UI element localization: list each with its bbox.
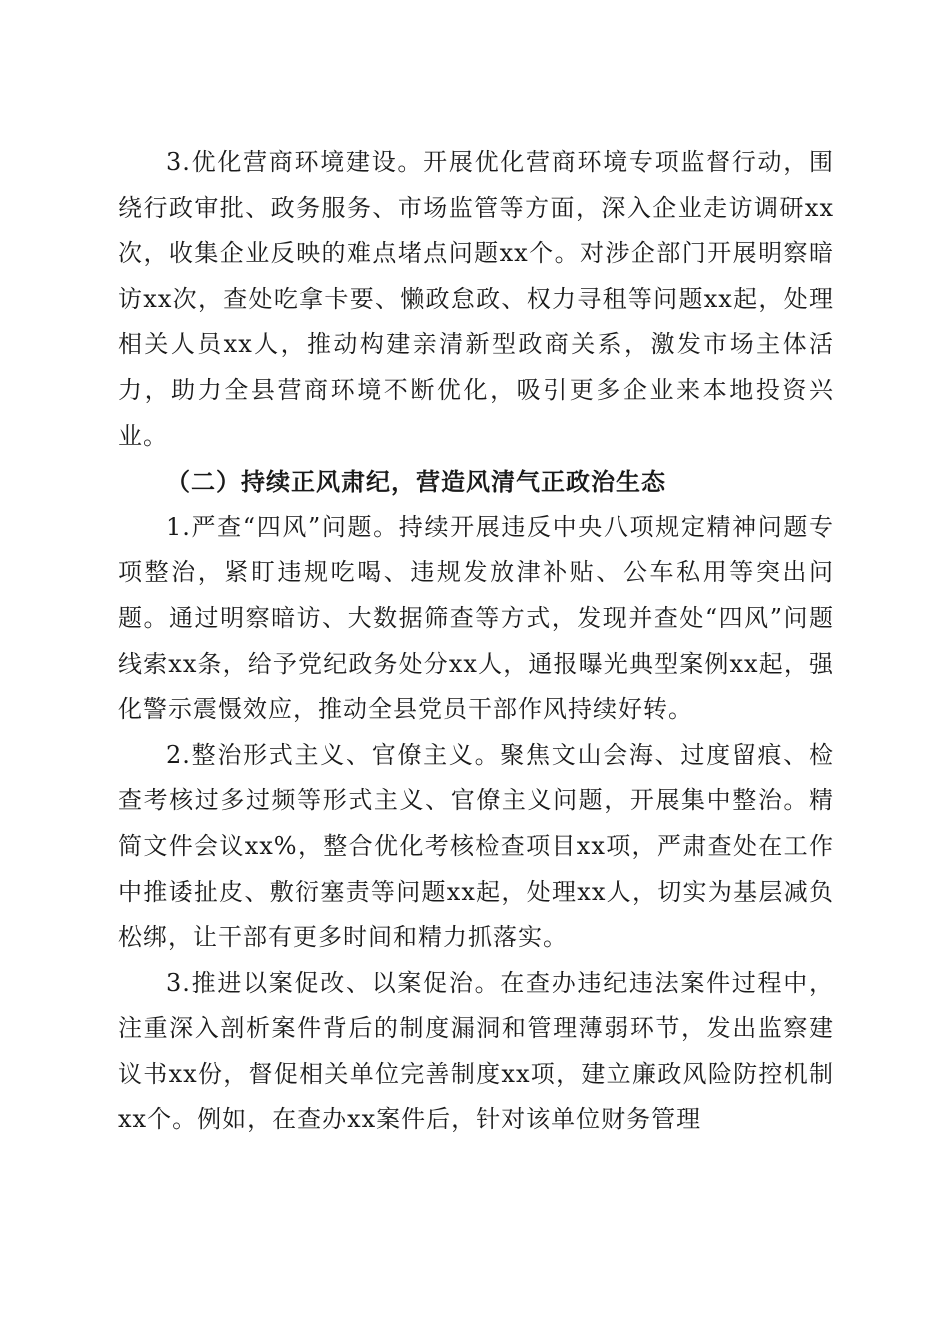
paragraph-business-environment: 3.优化营商环境建设。开展优化营商环境专项监督行动，围绕行政审批、政务服务、市场监管等方面，深入企业走访调研xx次，收集企业反映的难点堵点问题xx个。对涉企部门开展明察暗访xx次，查处吃拿卡要、懒政怠政、权力寻租等问题xx起，处理相关人员xx人，推动构建亲清新型政商关系，激发市场主体活力，助力全县营商环境不断优化，吸引更多企业来本地投资兴业。	[118, 148, 834, 450]
document-body	[118, 140, 834, 1143]
paragraph-case-reform: 3.推进以案促改、以案促治。在查办违纪违法案件过程中，注重深入剖析案件背后的制度漏洞和管理薄弱环节，发出监察建议书xx份，督促相关单位完善制度xx项，建立廉政风险防控机制xx个。例如，在查办xx案件后，针对该单位财务管理	[118, 968, 834, 1134]
paragraph-four-styles: 1.严查“四风”问题。持续开展违反中央八项规定精神问题专项整治，紧盯违规吃喝、违规发放津补贴、公车私用等突出问题。通过明察暗访、大数据筛查等方式，发现并查处“四风”问题线索xx条，给予党纪政务处分xx人，通报曝光典型案例xx起，强化警示震慑效应，推动全县党员干部作风持续好转。	[118, 512, 834, 724]
section-heading-2: （二）持续正风肃纪，营造风清气正政治生态	[166, 467, 666, 497]
paragraph-formalism-bureaucracy: 2.整治形式主义、官僚主义。聚焦文山会海、过度留痕、检查考核过多过频等形式主义、官僚主义问题，开展集中整治。精简文件会议xx%，整合优化考核检查项目xx项，严肃查处在工作中推诿扯皮、敷衍塞责等问题xx起，处理xx人，切实为基层减负松绑，让干部有更多时间和精力抓落实。	[118, 740, 834, 952]
